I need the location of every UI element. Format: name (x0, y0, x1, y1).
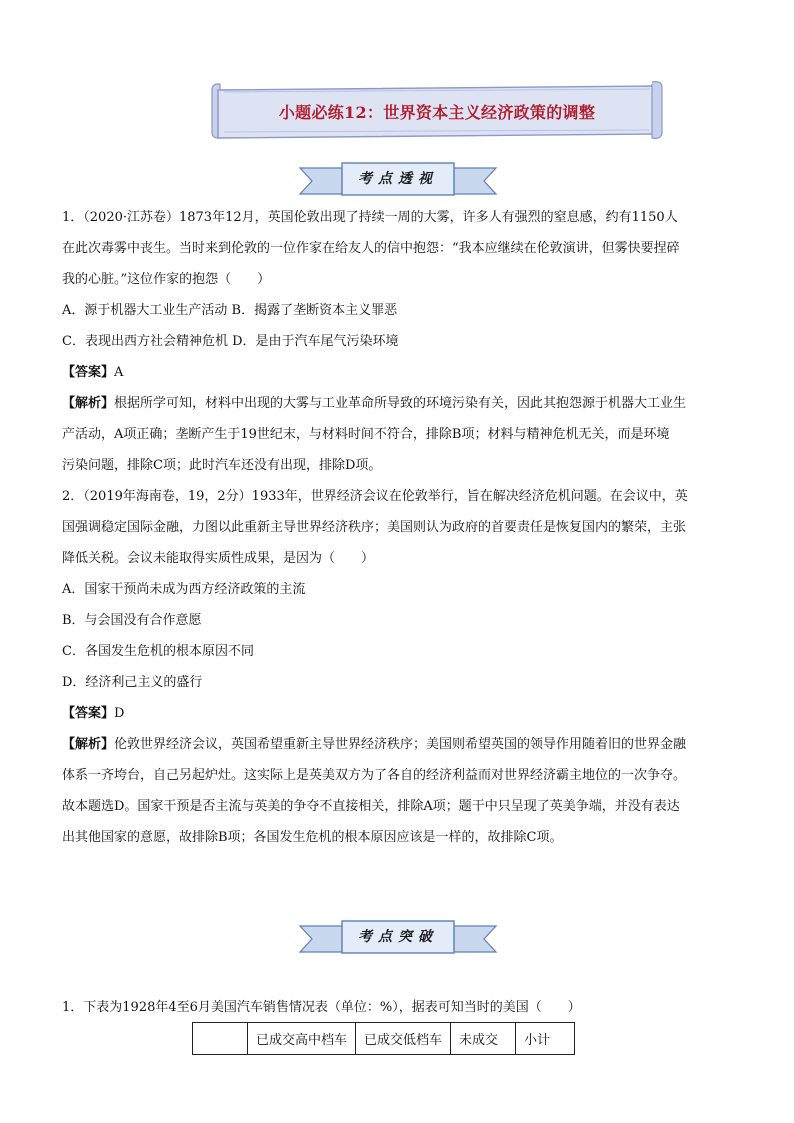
sales-table (192, 1022, 575, 1055)
question-1 (62, 202, 734, 481)
analysis-line: 体系一齐垮台，自己另起炉灶。这实际上是英美双方为了各自的经济利益而对世界经济霸主地位的一次争夺。 (62, 768, 687, 783)
section-ribbon-kaodian-tupo (298, 918, 498, 958)
question-line: 降低关税。会议未能取得实质性成果，是因为（ ） (62, 551, 375, 566)
question-3 (62, 992, 734, 1023)
question-2 (62, 481, 734, 853)
question-line: 1．（2020·江苏卷）1873年12月，英国伦敦出现了持续一周的大雾，许多人有强烈的窒息感，约有1150人 (62, 210, 678, 225)
answer-value: D (114, 706, 125, 721)
analysis-line: 故本题选D。国家干预是否主流与英美的争夺不直接相关，排除A项；题干中只呈现了英美争端，并没有表达 (62, 799, 680, 814)
analysis-text: 根据所学可知，材料中出现的大雾与工业革命所导致的环境污染有关，因此其抱怨源于机器大工业生 (114, 396, 687, 411)
answer-label: 【答案】 (62, 706, 115, 721)
analysis-line: 污染问题，排除C项；此时汽车还没有出现，排除D项。 (62, 458, 382, 473)
table-header-row (193, 1023, 575, 1055)
answer-value: A (114, 365, 124, 380)
section-label: 考点透视 (358, 171, 438, 187)
option-line: C．表现出西方社会精神危机 D．是由于汽车尾气污染环境 (62, 334, 399, 349)
section-ribbon-kaodian-toushi (298, 160, 498, 200)
answer-line (62, 698, 734, 729)
question-line: 国强调稳定国际金融，力图以此重新主导世界经济秩序；美国则认为政府的首要责任是恢复国内的繁荣，主张 (62, 520, 687, 535)
table-header-cell: 未成交 (451, 1023, 516, 1055)
option-line: D．经济利己主义的盛行 (62, 675, 203, 690)
page-title: 小题必练12：世界资本主义经济政策的调整 (278, 103, 596, 122)
answer-label: 【答案】 (62, 365, 115, 380)
analysis-line: 出其他国家的意愿，故排除B项；各国发生危机的根本原因应该是一样的，故排除C项。 (62, 830, 563, 845)
table-header-cell: 小计 (516, 1023, 575, 1055)
table-header-cell: 已成交低档车 (356, 1023, 451, 1055)
analysis-line: 产活动，A项正确；垄断产生于19世纪末，与材料时间不符合，排除B项；材料与精神危机无关，而是环境 (62, 427, 670, 442)
option-line: C．各国发生危机的根本原因不同 (62, 644, 254, 659)
table-header-cell: 已成交高中档车 (248, 1023, 356, 1055)
option-line: B．与会国没有合作意愿 (62, 613, 202, 628)
analysis-line (62, 729, 734, 760)
option-line: A．国家干预尚未成为西方经济政策的主流 (62, 582, 306, 597)
analysis-label: 【解析】 (62, 737, 115, 752)
question-line: 我的心脏。”这位作家的抱怨（ ） (62, 272, 271, 287)
analysis-text: 伦敦世界经济会议，英国希望重新主导世界经济秩序；美国则希望英国的领导作用随着旧的世界金融 (114, 737, 687, 752)
question-line: 在此次毒雾中丧生。当时来到伦敦的一位作家在给友人的信中抱怨：“我本应继续在伦敦演讲，但雾快要捏碎 (62, 241, 680, 256)
section-label: 考点突破 (358, 929, 438, 945)
analysis-label: 【解析】 (62, 396, 115, 411)
option-line: A．源于机器大工业生产活动 B．揭露了垄断资本主义罪恶 (62, 303, 398, 318)
title-banner (206, 80, 668, 142)
analysis-line (62, 388, 734, 419)
table-header-cell (193, 1023, 248, 1055)
question-line: 2．（2019年海南卷，19，2分）1933年，世界经济会议在伦敦举行，旨在解决经济危机问题。在会议中，英 (62, 489, 688, 504)
answer-line (62, 357, 734, 388)
question-line: 1．下表为1928年4至6月美国汽车销售情况表（单位：%），据表可知当时的美国（ ） (62, 1000, 581, 1015)
